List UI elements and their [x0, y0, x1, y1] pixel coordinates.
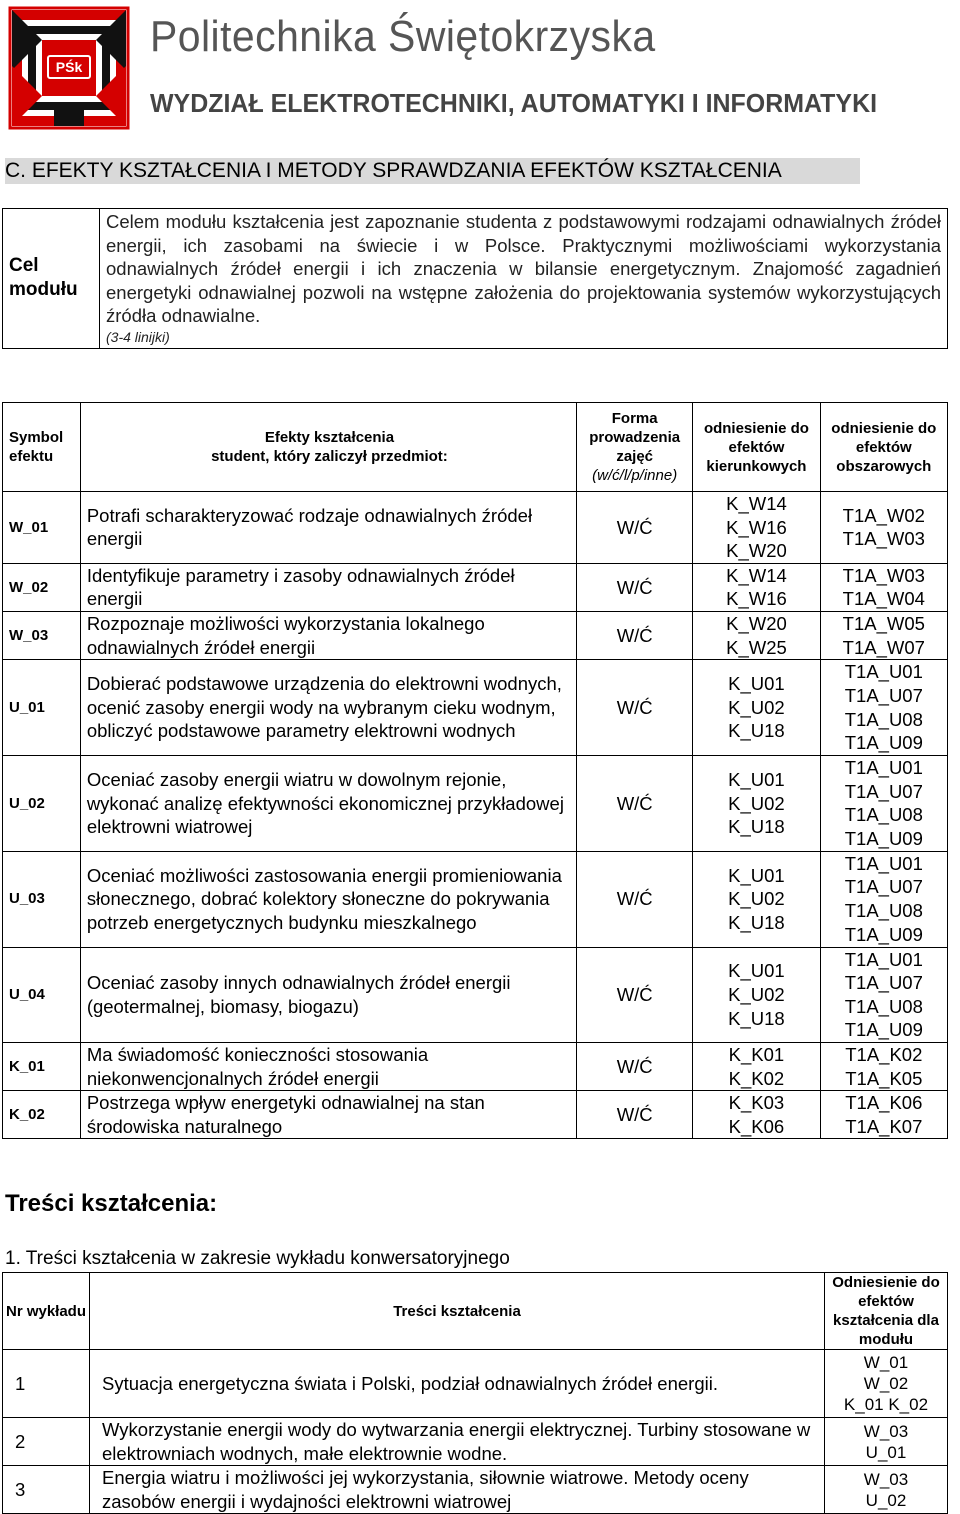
outcome-effect: Oceniać możliwości zastosowania energii promieniowania słonecznego, dobrać kolektory słoneczne do pokrywania potrzeb energetycznych budynku mieszkalnego — [80, 851, 576, 947]
outcome-kier-ref: K_K03 K_K06 — [693, 1091, 820, 1139]
university-logo — [8, 6, 130, 130]
outcome-effect: Dobierać podstawowe urządzenia do elektrowni wodnych, ocenić zasoby energii wody na wybranym cieku wodnym, obliczyć podstawowe parametry elektrowni wodnych — [80, 660, 576, 756]
header-symbol: Symbol efektu — [3, 403, 81, 492]
outcome-kier-ref: K_W14 K_W16 K_W20 — [693, 492, 820, 564]
outcome-effect: Oceniać zasoby energii wiatru w dowolnym rejonie, wykonać analizę efektywności ekonomicznej przykładowej elektrowni wiatrowej — [80, 756, 576, 851]
outcome-symbol: K_02 — [3, 1091, 81, 1139]
university-name: Politechnika Świętokrzyska — [150, 12, 656, 61]
outcome-form: W/Ć — [577, 1091, 693, 1139]
outcome-row — [3, 1091, 948, 1139]
goal-label: Cel modułu — [3, 209, 100, 349]
header-form-title: Forma prowadzenia zajęć — [589, 410, 681, 465]
outcome-effect: Ma świadomość konieczności stosowania niekonwencjonalnych źródeł energii — [80, 1042, 576, 1090]
outcome-kier-ref: K_W20 K_W25 — [693, 611, 820, 659]
lectures-header-row — [3, 1273, 948, 1350]
outcome-effect: Identyfikuje parametry i zasoby odnawialnych źródeł energii — [80, 563, 576, 611]
outcomes-header-row — [3, 403, 948, 492]
outcome-obsz-ref: T1A_U01 T1A_U07 T1A_U08 T1A_U09 — [820, 660, 947, 756]
outcome-row — [3, 756, 948, 851]
lecture-contents-table — [2, 1272, 948, 1514]
goal-cell — [100, 209, 948, 349]
outcome-row — [3, 851, 948, 947]
outcome-effect: Oceniać zasoby innych odnawialnych źródeł energii (geotermalnej, biomasy, biogazu) — [80, 947, 576, 1042]
learning-outcomes-table — [2, 402, 948, 1139]
outcome-kier-ref: K_U01 K_U02 K_U18 — [693, 756, 820, 851]
outcome-obsz-ref: T1A_W05 T1A_W07 — [820, 611, 947, 659]
lecture-text: Energia wiatru i możliwości jej wykorzystania, siłownie wiatrowe. Metody oceny zasobów energii i wydajności elektrowni wiatrowej — [90, 1466, 825, 1514]
outcome-row — [3, 611, 948, 659]
outcome-kier-ref: K_W14 K_W16 — [693, 563, 820, 611]
lectures-body — [3, 1350, 948, 1514]
outcome-row — [3, 492, 948, 564]
outcome-form: W/Ć — [577, 660, 693, 756]
lecture-ref: W_03 U_02 — [825, 1466, 948, 1514]
outcome-symbol: W_01 — [3, 492, 81, 564]
page-header — [0, 0, 960, 135]
outcome-effect: Rozpoznaje możliwości wykorzystania lokalnego odnawialnych źródeł energii — [80, 611, 576, 659]
outcome-form: W/Ć — [577, 1042, 693, 1090]
header-effects-sub: student, który zaliczył przedmiot: — [211, 448, 448, 465]
outcome-obsz-ref: T1A_U01 T1A_U07 T1A_U08 T1A_U09 — [820, 947, 947, 1042]
header-form — [577, 403, 693, 492]
outcome-kier-ref: K_K01 K_K02 — [693, 1042, 820, 1090]
goal-note: (3-4 linijki) — [106, 328, 170, 345]
logo-text: PŚk — [55, 59, 83, 75]
outcome-symbol: U_02 — [3, 756, 81, 851]
outcome-symbol: K_01 — [3, 1042, 81, 1090]
outcome-symbol: U_04 — [3, 947, 81, 1042]
header-effects-title: Efekty kształcenia — [264, 429, 395, 446]
outcome-obsz-ref: T1A_W02 T1A_W03 — [820, 492, 947, 564]
outcomes-body — [3, 492, 948, 1139]
outcome-row — [3, 660, 948, 756]
contents-subtitle: 1. Treści kształcenia w zakresie wykładu konwersatoryjnego — [5, 1248, 510, 1269]
faculty-name: WYDZIAŁ ELEKTROTECHNIKI, AUTOMATYKI I INFORMATYKI — [150, 88, 878, 118]
lecture-row — [3, 1418, 948, 1466]
header-lecture-ref: Odniesienie do efektów kształcenia dla modułu — [825, 1273, 948, 1350]
lecture-row — [3, 1466, 948, 1514]
outcome-form: W/Ć — [577, 563, 693, 611]
lecture-nr: 1 — [3, 1350, 90, 1418]
outcome-form: W/Ć — [577, 611, 693, 659]
outcome-form: W/Ć — [577, 947, 693, 1042]
outcome-obsz-ref: T1A_U01 T1A_U07 T1A_U08 T1A_U09 — [820, 756, 947, 851]
outcome-symbol: W_03 — [3, 611, 81, 659]
outcome-obsz-ref: T1A_U01 T1A_U07 T1A_U08 T1A_U09 — [820, 851, 947, 947]
outcome-kier-ref: K_U01 K_U02 K_U18 — [693, 851, 820, 947]
lecture-nr: 2 — [3, 1418, 90, 1466]
outcome-form: W/Ć — [577, 756, 693, 851]
lecture-text: Sytuacja energetyczna świata i Polski, podział odnawialnych źródeł energii. — [90, 1350, 825, 1418]
outcome-effect: Postrzega wpływ energetyki odnawialnej na stan środowiska naturalnego — [80, 1091, 576, 1139]
outcome-form: W/Ć — [577, 492, 693, 564]
outcome-form: W/Ć — [577, 851, 693, 947]
outcome-obsz-ref: T1A_K02 T1A_K05 — [820, 1042, 947, 1090]
header-form-sub: (w/ć/l/p/inne) — [592, 467, 678, 484]
lecture-text: Wykorzystanie energii wody do wytwarzania energii elektrycznej. Turbiny stosowane w elektrowniach wodnych, małe elektrownie wodne. — [90, 1418, 825, 1466]
goal-text: Celem modułu kształcenia jest zapoznanie studenta z podstawowymi rodzajami odnawialnych źródeł energii, ich zasobami na świecie i w Polsce. Praktycznymi możliwościami wykorzystania odnawialnych źródeł energii i ich znaczenia w bilansie energetycznym. Znajomość zagadnień energetyki odnawialnej pozwoli na wstępne założenia do projektowania systemów wykorzystujących źródła odnawialne. — [106, 211, 941, 327]
outcome-kier-ref: K_U01 K_U02 K_U18 — [693, 947, 820, 1042]
section-title: C. EFEKTY KSZTAŁCENIA I METODY SPRAWDZANIA EFEKTÓW KSZTAŁCENIA — [5, 158, 860, 184]
header-lecture-content: Treści kształcenia — [90, 1273, 825, 1350]
header-effects — [80, 403, 576, 492]
outcome-row — [3, 563, 948, 611]
outcome-row — [3, 947, 948, 1042]
lecture-row — [3, 1350, 948, 1418]
outcome-row — [3, 1042, 948, 1090]
goal-row — [3, 209, 948, 349]
header-kier: odniesienie do efektów kierunkowych — [693, 403, 820, 492]
outcome-symbol: W_02 — [3, 563, 81, 611]
outcome-symbol: U_03 — [3, 851, 81, 947]
outcome-obsz-ref: T1A_W03 T1A_W04 — [820, 563, 947, 611]
outcome-obsz-ref: T1A_K06 T1A_K07 — [820, 1091, 947, 1139]
header-obsz: odniesienie do efektów obszarowych — [820, 403, 947, 492]
header-lecture-nr: Nr wykładu — [3, 1273, 90, 1350]
lecture-nr: 3 — [3, 1466, 90, 1514]
lecture-ref: W_03 U_01 — [825, 1418, 948, 1466]
outcome-effect: Potrafi scharakteryzować rodzaje odnawialnych źródeł energii — [80, 492, 576, 564]
contents-title: Treści kształcenia: — [5, 1190, 218, 1217]
module-goal-table — [2, 208, 948, 349]
outcome-kier-ref: K_U01 K_U02 K_U18 — [693, 660, 820, 756]
lecture-ref: W_01 W_02 K_01 K_02 — [825, 1350, 948, 1418]
outcome-symbol: U_01 — [3, 660, 81, 756]
